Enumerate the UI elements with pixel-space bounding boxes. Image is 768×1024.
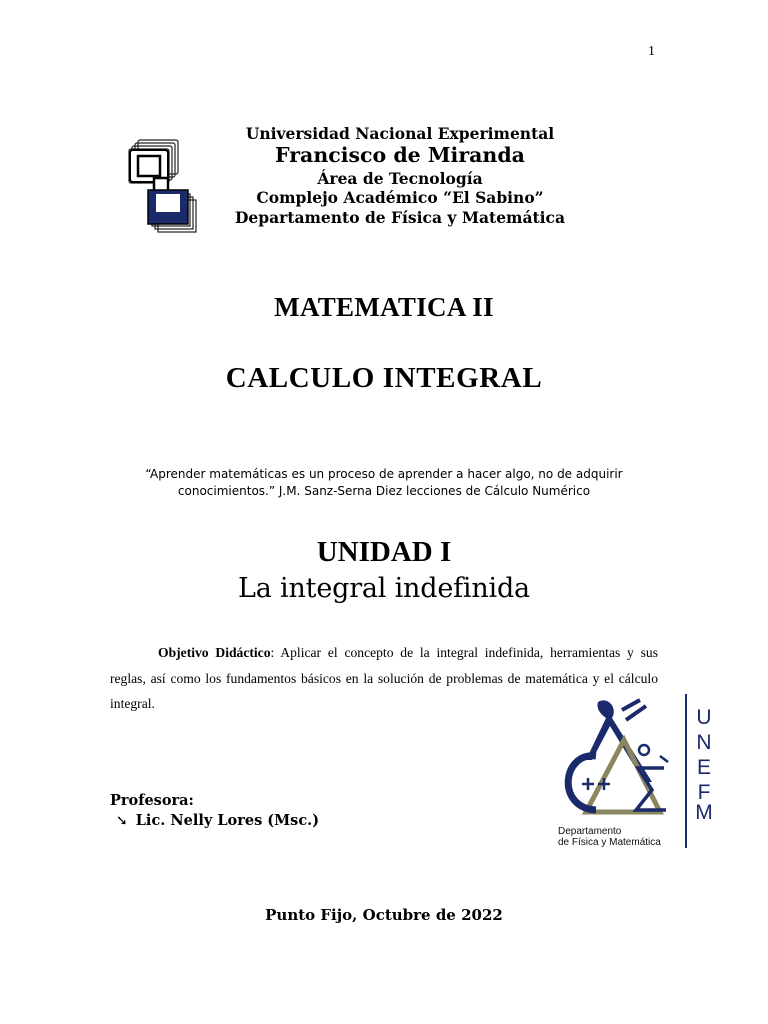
epigraph-quote: “Aprender matemáticas es un proceso de aprender a hacer algo, no de adquirir conocimientos.” J.M. Sanz-Serna Diez lecciones de Cálculo Numérico: [145, 467, 623, 499]
dept-logo-caption-2: de Física y Matemática: [558, 837, 661, 848]
dept-logo-letter-m: M: [695, 801, 713, 824]
course-subtitle: CALCULO INTEGRAL: [225, 362, 543, 394]
place-and-date: Punto Fijo, Octubre de 2022: [265, 906, 503, 924]
university-name-2: Francisco de Miranda: [275, 143, 525, 168]
university-name: Universidad Nacional Experimental: [245, 124, 555, 143]
professor-label: Profesora:: [110, 792, 194, 809]
area-name: Área de Tecnología: [317, 169, 483, 188]
dept-logo-caption-1: Departamento: [558, 826, 622, 837]
professor-name: Lic. Nelly Lores (Msc.): [135, 812, 320, 829]
objective-text: Aplicar el concepto de la integral indefinida, herramientas y sus reglas, así como los fundamentos básicos en la solución de problemas de matemática y el cálculo integral.: [110, 645, 659, 711]
department-logo: [552, 690, 720, 852]
institution-header: [220, 124, 580, 227]
professor-entry: [116, 812, 319, 829]
page-number: 1: [648, 44, 655, 59]
objective-separator: :: [270, 645, 275, 660]
department-name: Departamento de Física y Matemática: [234, 207, 566, 227]
arrow-down-right-icon: ➘: [116, 813, 128, 829]
dept-logo-letter-u: U: [696, 706, 712, 729]
unit-title: UNIDAD I: [316, 536, 452, 568]
dept-logo-letter-n: N: [696, 731, 712, 754]
course-title: MATEMATICA II: [274, 292, 494, 322]
complex-name: Complejo Académico “El Sabino”: [256, 188, 544, 208]
dept-logo-letter-f: F: [697, 781, 711, 804]
math-symbols-icon: [568, 700, 668, 812]
unit-subtitle: La integral indefinida: [238, 573, 530, 604]
objective-label: Objetivo Didáctico: [158, 645, 271, 660]
university-logo-icon: [126, 138, 198, 236]
dept-logo-letter-e: E: [696, 756, 712, 779]
